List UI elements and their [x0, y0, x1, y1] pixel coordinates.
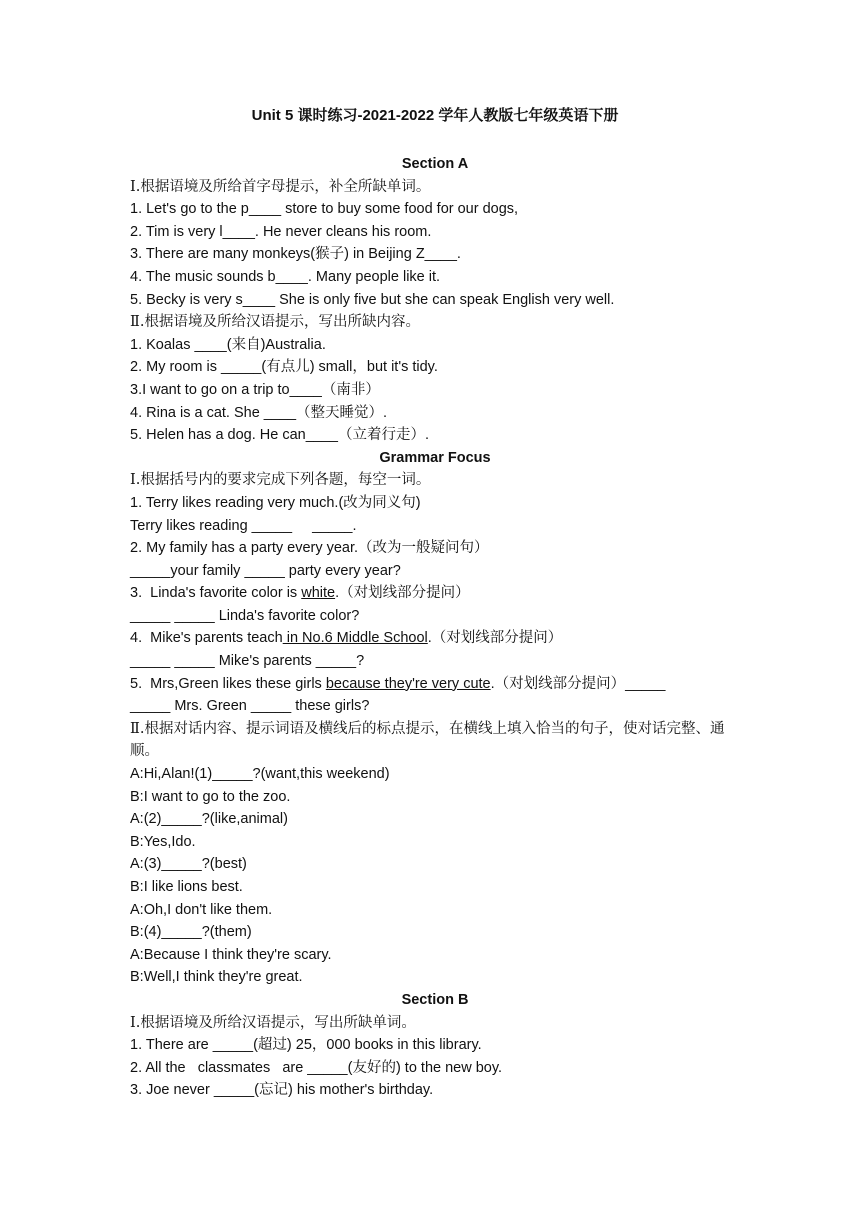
grammar-focus-heading: Grammar Focus	[379, 449, 491, 466]
section-a-heading: Section A	[401, 156, 469, 172]
question-line: 4. The music sounds b____. Many people like it.	[130, 268, 441, 285]
dialog-line: B:Yes,Ido.	[130, 833, 196, 850]
question-line: 3. Joe never _____(忘记) his mother's birthday.	[130, 1082, 434, 1099]
instruction: Ⅱ.根据语境及所给汉语提示，写出所缺内容。	[130, 314, 420, 331]
underlined-text: because they're very cute	[325, 675, 491, 692]
instruction: Ⅰ.根据语境及所给汉语提示，写出所缺单词。	[130, 1014, 416, 1031]
instruction: Ⅰ.根据语境及所给首字母提示，补全所缺单词。	[130, 178, 431, 195]
dialog-line: B:I want to go to the zoo.	[130, 788, 291, 805]
section-b-heading: Section B	[401, 991, 469, 1008]
dialog-line: A:Because I think they're scary.	[130, 946, 332, 963]
document-page	[130, 104, 740, 1102]
question-line	[130, 627, 740, 650]
document-title: Unit 5 课时练习-2021-2022 学年人教版七年级英语下册	[251, 107, 619, 124]
answer-line: _____ Mrs. Green _____ these girls?	[130, 698, 370, 715]
dialog-line: B:I like lions best.	[130, 879, 243, 895]
question-line: 3.I want to go on a trip to____（南非）	[130, 381, 380, 398]
question-line: 2. My room is _____(有点儿) small，but it's tidy.	[130, 359, 438, 376]
answer-line: _____ _____ Linda's favorite color?	[130, 607, 360, 624]
answer-line: Terry likes reading _____ _____.	[130, 517, 357, 534]
question-line: 2. My family has a party every year.（改为一般疑问句）	[130, 540, 489, 557]
question-text: .（对划线部分提问）	[335, 585, 470, 602]
question-line: 2. Tim is very l____. He never cleans his room.	[130, 223, 432, 240]
question-line: 1. There are _____(超过) 25，000 books in this library.	[130, 1037, 482, 1054]
question-line	[130, 582, 740, 605]
question-line: 1. Terry likes reading very much.(改为同义句)	[130, 494, 421, 511]
answer-line: _____your family _____ party every year?	[130, 562, 401, 579]
dialog-line: A:(3)_____?(best)	[130, 856, 247, 873]
question-line: 5. Helen has a dog. He can____（立着行走）.	[130, 427, 430, 444]
question-line: 5. Becky is very s____ She is only five but she can speak English very well.	[130, 291, 615, 308]
instruction: Ⅰ.根据括号内的要求完成下列各题，每空一词。	[130, 472, 431, 489]
dialog-line: A:Hi,Alan!(1)_____?(want,this weekend)	[130, 766, 390, 783]
question-line: 2. All the classmates are _____(友好的) to the new boy.	[130, 1059, 503, 1076]
answer-line: _____ _____ Mike's parents _____?	[130, 653, 365, 670]
dialog-line: B:(4)_____?(them)	[130, 924, 252, 941]
question-line: 1. Koalas ____(来自)Australia.	[130, 336, 326, 353]
dialog-line: A:(2)_____?(like,animal)	[130, 811, 288, 828]
question-line: 4. Rina is a cat. She ____（整天睡觉）.	[130, 404, 388, 421]
instruction: Ⅱ.根据对话内容、提示词语及横线后的标点提示，在横线上填入恰当的句子，使对话完整、通顺。	[130, 720, 725, 760]
question-line: 3. There are many monkeys(猴子) in Beijing Z____.	[130, 246, 461, 263]
underlined-text: white	[301, 585, 336, 602]
question-text: 4. Mike's parents teach	[130, 630, 283, 647]
question-text: .（对划线部分提问）_____	[490, 675, 666, 692]
question-text: 3. Linda's favorite color is	[130, 585, 302, 602]
question-line	[130, 673, 740, 696]
question-line: 1. Let's go to the p____ store to buy some food for our dogs,	[130, 201, 519, 218]
underlined-text: in No.6 Middle School	[282, 630, 428, 647]
dialog-line: B:Well,I think they're great.	[130, 969, 303, 986]
dialog-line: A:Oh,I don't like them.	[130, 901, 273, 918]
question-text: .（对划线部分提问）	[427, 630, 563, 647]
question-text: 5. Mrs,Green likes these girls	[130, 675, 326, 692]
